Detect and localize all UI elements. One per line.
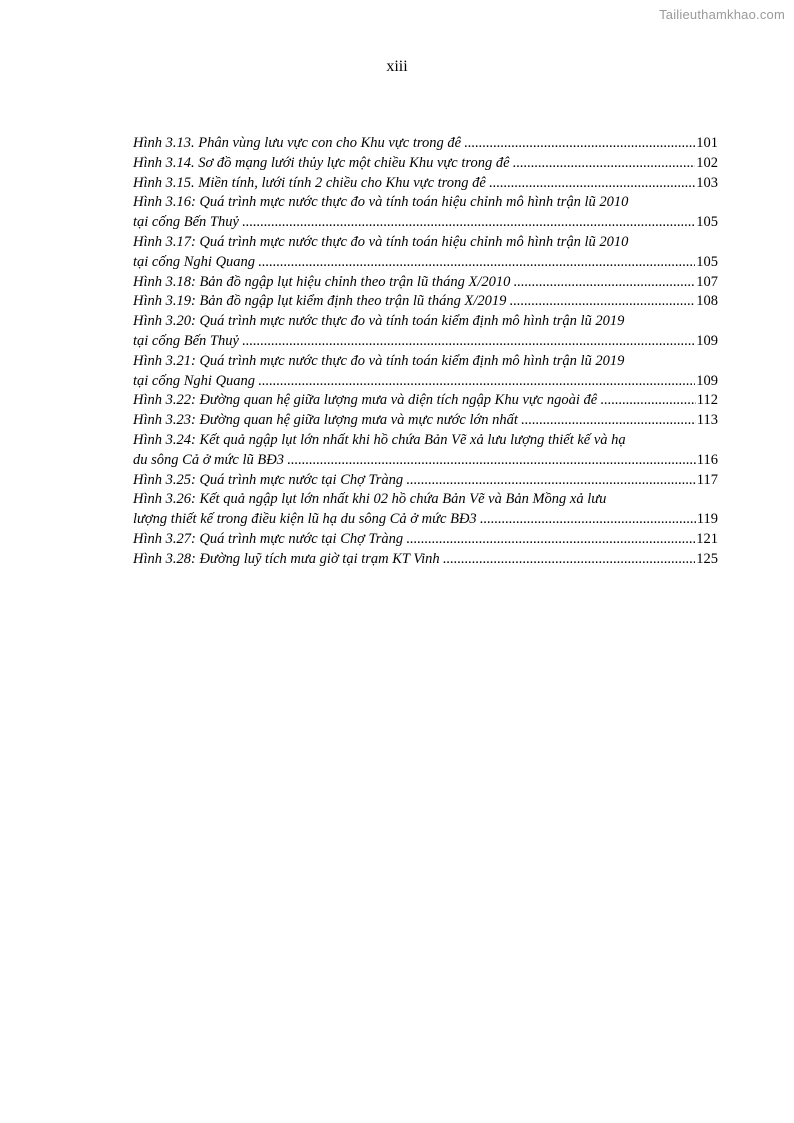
toc-entry[interactable] bbox=[133, 273, 718, 293]
toc-entry-line bbox=[133, 451, 718, 471]
toc-entry[interactable] bbox=[133, 391, 718, 411]
toc-entry-page-number: 112 bbox=[696, 392, 718, 409]
toc-entry-title: tại cống Bến Thuỷ bbox=[133, 332, 239, 349]
toc-entry-line bbox=[133, 530, 718, 550]
toc-entry-title: tại cống Nghi Quang bbox=[133, 372, 256, 389]
toc-entry-page-number: 108 bbox=[696, 293, 718, 310]
dot-leader bbox=[242, 332, 695, 352]
toc-entry[interactable] bbox=[133, 193, 718, 233]
toc-entry-title-line: Hình 3.24: Kết quả ngập lụt lớn nhất khi hồ chứa Bản Vẽ xả lưu lượng thiết kế và hạ bbox=[133, 431, 626, 448]
toc-entry[interactable] bbox=[133, 471, 718, 491]
toc-entry-page-number: 113 bbox=[696, 412, 718, 429]
toc-entry-line bbox=[133, 292, 718, 312]
toc-entry-page-number: 105 bbox=[696, 214, 718, 231]
toc-entry-line bbox=[133, 154, 718, 174]
toc-entry-title-line: Hình 3.26: Kết quả ngập lụt lớn nhất khi 02 hồ chứa Bản Vẽ và Bản Mồng xả lưu bbox=[133, 491, 607, 508]
toc-entry[interactable] bbox=[133, 174, 718, 194]
toc-entry-page-number: 125 bbox=[696, 550, 718, 567]
toc-entry[interactable] bbox=[133, 550, 718, 570]
toc-entry-line bbox=[133, 391, 718, 411]
dot-leader bbox=[600, 391, 696, 411]
toc-entry-line bbox=[133, 134, 718, 154]
toc-entry-page-number: 109 bbox=[696, 372, 718, 389]
toc-entry-line bbox=[133, 471, 718, 491]
list-of-figures bbox=[133, 134, 718, 570]
toc-entry-title: Hình 3.14. Sơ đồ mạng lưới thủy lực một chiều Khu vực trong đê bbox=[133, 154, 510, 171]
dot-leader bbox=[464, 134, 695, 154]
toc-entry-line bbox=[133, 253, 718, 273]
toc-entry[interactable] bbox=[133, 411, 718, 431]
watermark-text: Tailieuthamkhao.com bbox=[659, 7, 785, 22]
dot-leader bbox=[406, 530, 695, 550]
dot-leader bbox=[480, 510, 696, 530]
dot-leader bbox=[258, 372, 695, 392]
dot-leader bbox=[287, 451, 696, 471]
toc-entry-page-number: 117 bbox=[696, 471, 718, 488]
toc-entry[interactable] bbox=[133, 154, 718, 174]
toc-entry-title-line: Hình 3.17: Quá trình mực nước thực đo và tính toán hiệu chỉnh mô hình trận lũ 2010 bbox=[133, 233, 629, 250]
dot-leader bbox=[521, 411, 696, 431]
toc-entry-page-number: 101 bbox=[696, 135, 718, 151]
toc-entry-title: Hình 3.13. Phân vùng lưu vực con cho Khu vực trong đê bbox=[133, 135, 462, 151]
toc-entry-title-line: Hình 3.21: Quá trình mực nước thực đo và tính toán kiểm định mô hình trận lũ 2019 bbox=[133, 352, 625, 369]
toc-entry-title: Hình 3.23: Đường quan hệ giữa lượng mưa và mực nước lớn nhất bbox=[133, 412, 518, 429]
toc-entry[interactable] bbox=[133, 233, 718, 273]
toc-entry[interactable] bbox=[133, 431, 718, 471]
toc-entry-page-number: 119 bbox=[696, 511, 718, 528]
toc-entry[interactable] bbox=[133, 312, 718, 352]
toc-entry-page-number: 109 bbox=[696, 332, 718, 349]
toc-entry-page-number: 107 bbox=[696, 273, 718, 290]
toc-entry-line bbox=[133, 213, 718, 233]
dot-leader bbox=[406, 471, 696, 491]
toc-entry-line bbox=[133, 550, 718, 570]
toc-entry-page-number: 116 bbox=[696, 451, 718, 468]
toc-entry-title-line: Hình 3.20: Quá trình mực nước thực đo và tính toán kiểm định mô hình trận lũ 2019 bbox=[133, 313, 625, 330]
toc-entry-title: Hình 3.25: Quá trình mực nước tại Chợ Tràng bbox=[133, 471, 404, 488]
toc-entry[interactable] bbox=[133, 352, 718, 392]
toc-entry-title: Hình 3.18: Bản đồ ngập lụt hiệu chỉnh theo trận lũ tháng X/2010 bbox=[133, 273, 511, 290]
dot-leader bbox=[489, 174, 695, 194]
toc-entry-title: tại cống Nghi Quang bbox=[133, 253, 256, 270]
toc-entry-title: Hình 3.19: Bản đồ ngập lụt kiểm định theo trận lũ tháng X/2019 bbox=[133, 293, 507, 310]
dot-leader bbox=[258, 253, 695, 273]
dot-leader bbox=[513, 273, 695, 293]
toc-entry-title: tại cống Bến Thuỷ bbox=[133, 214, 239, 231]
toc-entry-title: Hình 3.15. Miền tính, lưới tính 2 chiều cho Khu vực trong đê bbox=[133, 174, 486, 191]
toc-entry-title: lượng thiết kế trong điều kiện lũ hạ du sông Cả ở mức BĐ3 bbox=[133, 511, 477, 528]
toc-entry-line bbox=[133, 372, 718, 392]
toc-entry[interactable] bbox=[133, 134, 718, 154]
toc-entry-line bbox=[133, 510, 718, 530]
toc-entry-page-number: 102 bbox=[696, 154, 718, 171]
toc-entry-page-number: 105 bbox=[696, 253, 718, 270]
toc-entry[interactable] bbox=[133, 490, 718, 530]
page-number: xiii bbox=[386, 58, 408, 75]
toc-entry-title: Hình 3.28: Đường luỹ tích mưa giờ tại trạm KT Vinh bbox=[133, 550, 440, 567]
toc-entry-title: du sông Cả ở mức lũ BĐ3 bbox=[133, 451, 284, 468]
toc-entry-line bbox=[133, 332, 718, 352]
toc-entry-title: Hình 3.27: Quá trình mực nước tại Chợ Tràng bbox=[133, 530, 404, 547]
dot-leader bbox=[242, 213, 695, 233]
toc-entry-line bbox=[133, 174, 718, 194]
toc-entry-title-line: Hình 3.16: Quá trình mực nước thực đo và tính toán hiệu chỉnh mô hình trận lũ 2010 bbox=[133, 194, 629, 211]
toc-entry[interactable] bbox=[133, 530, 718, 550]
dot-leader bbox=[509, 292, 695, 312]
toc-entry[interactable] bbox=[133, 292, 718, 312]
toc-entry-page-number: 103 bbox=[696, 174, 718, 191]
dot-leader bbox=[513, 154, 696, 174]
toc-entry-page-number: 121 bbox=[696, 530, 718, 547]
dot-leader bbox=[443, 550, 696, 570]
toc-entry-line bbox=[133, 411, 718, 431]
toc-entry-line bbox=[133, 273, 718, 293]
toc-entry-title: Hình 3.22: Đường quan hệ giữa lượng mưa và diện tích ngập Khu vực ngoài đê bbox=[133, 392, 598, 409]
